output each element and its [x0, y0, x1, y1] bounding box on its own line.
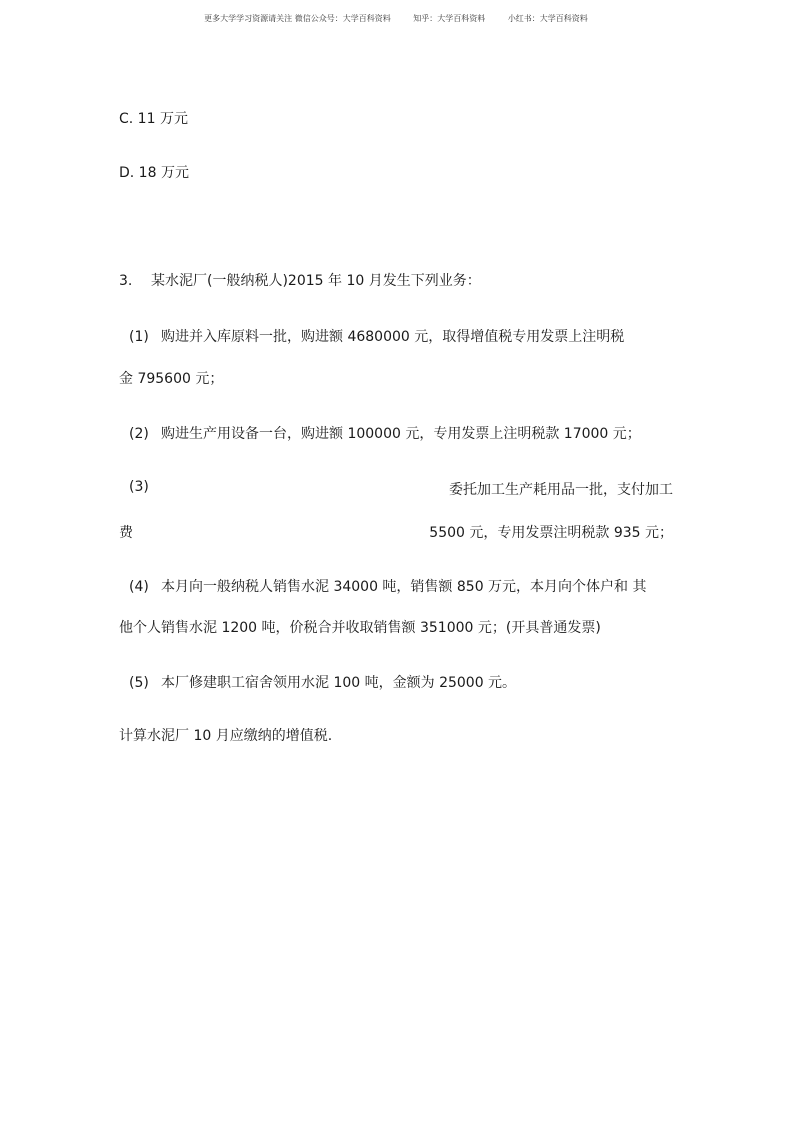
- option-d: D. 18 万元: [119, 165, 189, 181]
- item-1: [129, 326, 624, 346]
- item-4-continuation: 他个人销售水泥 1200 吨，价税合并收取销售额 351000 元；(开具普通发票): [119, 620, 601, 636]
- item-2-text: 购进生产用设备一台，购进额 100000 元，专用发票上注明税款 17000 元；: [161, 426, 641, 442]
- question-number: 3.: [119, 273, 133, 289]
- page-header: [0, 13, 792, 24]
- header-wechat: 更多大学学习资源请关注 微信公众号：大学百科资料: [204, 14, 391, 23]
- item-5-number: (5): [129, 675, 149, 691]
- item-3-number: (3): [129, 479, 149, 495]
- option-c: C. 11 万元: [119, 111, 188, 127]
- item-4: [129, 576, 647, 596]
- question-stem-text: 某水泥厂(一般纳税人)2015 年 10 月发生下列业务：: [151, 273, 481, 289]
- item-1-text: 购进并入库原料一批，购进额 4680000 元，取得增值税专用发票上注明税: [161, 329, 625, 345]
- item-5-text: 本厂修建职工宿舍领用水泥 100 吨，金额为 25000 元。: [161, 675, 517, 691]
- item-4-text: 本月向一般纳税人销售水泥 34000 吨，销售额 850 万元，本月向个体户和 其: [161, 579, 647, 595]
- question-ask: 计算水泥厂 10 月应缴纳的增值税.: [119, 728, 333, 744]
- header-zhihu: 知乎：大学百科资料: [413, 14, 486, 23]
- item-3-text: 委托加工生产耗用品一批，支付加工: [449, 482, 673, 498]
- item-1-number: (1): [129, 329, 149, 345]
- item-5: [129, 672, 516, 692]
- item-2: [129, 423, 641, 443]
- item-2-number: (2): [129, 426, 149, 442]
- item-3-left-continuation: 费: [119, 525, 133, 541]
- question-stem: [119, 270, 481, 290]
- item-4-number: (4): [129, 579, 149, 595]
- item-1-continuation: 金 795600 元；: [119, 371, 224, 387]
- header-xiaohongshu: 小红书：大学百科资料: [507, 14, 588, 23]
- item-3-right-continuation: 5500 元，专用发票注明税款 935 元；: [429, 525, 673, 541]
